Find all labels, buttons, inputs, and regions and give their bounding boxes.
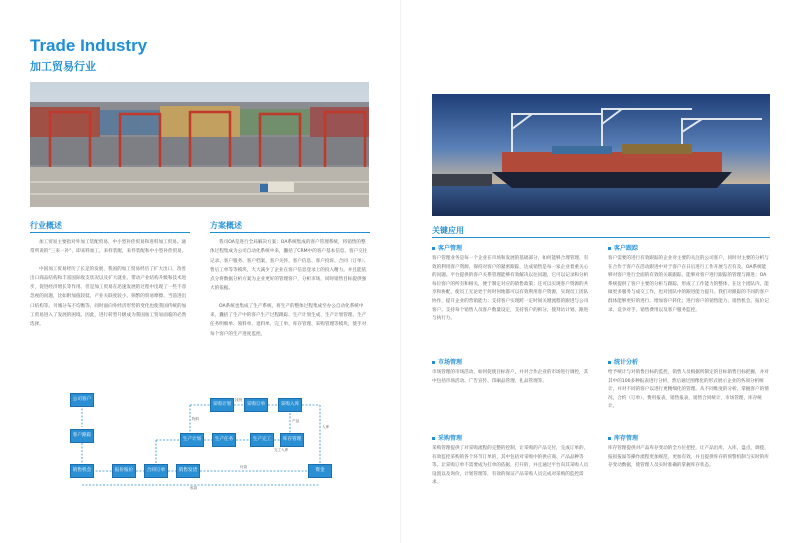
app-text-customer-management: 客户管理业务是每一个企业在市场和发展的基础部分，如何能够合理管理、有效的利用客户资源，保持对客户的紧密跟踪，达成销售是每一家企业着重关心的问题。平台提供的客户关系管理能够有效解决以往问题，它可以记录和分析每位客户的所有和相关，便于制定对应的销售政策；还可以实现客户资源的共享和协配，使员工无论处于何时何地都可以有效利用客户资源，实现员工团队协作，提升企业的营销能力；支持客户实现跨一定时间关键流程的跟进与公司客户。支持每个销售人员客户数量设定，支持客户的拆分，使拜访计划、跟进与执行力。 — [432, 256, 589, 322]
square-bullet-icon — [608, 247, 611, 250]
flow-box-production-complete: 生产完工 — [250, 433, 274, 447]
solution-underline — [210, 232, 370, 233]
flow-box-company-customer: 公司客户 — [70, 393, 94, 407]
flow-label-complete-inbound: 完工入库 — [274, 448, 289, 452]
overview-para-1: 加工贸易主要指对外加工装配贸易、中小型补偿贸易和进料加工贸易。通常所说的“三来一补”，即来料加工，来样装配，来件装配和中小型补偿贸易。 — [30, 240, 187, 255]
overview-para-2: 中国加工贸易经历了长足的发展，我国的加工贸易经历了扩大出口，改善出口商品结构和丰富国际收支状况以及扩大就业。带动产业结构升级和技术进步，促进经济增长等作用。但是加工贸易在迅速发展的过程中出现了一些不容忽视的问题，比如附加值较低、产业关联度较小、频繁的贸易摩擦、当前进出口结构等。另城分布不均衡等，同时面向外经济形势的变化也使我国传统的加工贸易进入了发展的困境。因此，进行转型升级成为我国加工贸易面临的必然选择。 — [30, 266, 187, 328]
flow-box-production-plan: 生产计划 — [180, 433, 204, 447]
solution-para-1: 我司OA是进行全局解决方案：OA系统集成的客户管理系统，将销售的整体过程集成为公司自动化系统中来，囊括了CRM中的客户基本信息、客户交往记录、客户服务、客户档案、客户关怀、客户信息、客户投诉、合同（订单）、售后工单等等模块，大大减少了企业在客户信息登录上的投入精力。并且能依点分将数据分析方案为企业更好的管理客户，分析市场，同时销售目标提供强大的依据。 — [210, 240, 369, 292]
page-fold — [400, 0, 401, 543]
flow-box-funds: 资金 — [308, 464, 332, 478]
flow-box-customer-tracking: 客户跟踪 — [70, 429, 94, 443]
app-statistics — [608, 357, 770, 412]
flow-label-inbound: 入库 — [322, 425, 330, 429]
app-title-purchase-management: 采购管理 — [432, 433, 592, 442]
app-title-customer-management: 客户管理 — [432, 243, 592, 252]
overview-underline — [30, 232, 190, 233]
app-customer-management — [432, 243, 592, 324]
flow-box-production-task: 生产任务 — [212, 433, 236, 447]
square-bullet-icon — [432, 437, 435, 440]
app-text-customer-tracking: 客户需要的进行有效跟踪的企业对主要的关注的公司客户，同时对主要的分析与在合作于客户在活动跟进中对于客户在日后进行工作开展与否有及。OA系统能够对客户进行全面的有效的关联跟踪，能够对客户进行跟踪的管理与跟进；OA系统提供了客户主要的分析与跟踪，形成了工作能力的整体，在这个团队内，能做更多服务与成交工作，也对团队中的跟进能力提升。我们对跟踪的不同的客户群体能够更好的进行，增加客户转化；进行客户的销售能力、销售机会、报价记录、竞争对手、销售费用以及客户服务监控。 — [608, 256, 769, 313]
app-title-customer-tracking: 客户跟踪 — [608, 243, 770, 252]
app-title-statistics: 统计分析 — [608, 357, 770, 366]
app-text-purchase-management: 采购管理提供了对采购流程的完整的控制，让采购的产品交付，完成订单的，有效监控采购的各个环节订单的，其中包括对采购中的供应商、产品品种等等。让采购订单不需要成为打单的依据，打开的，并且通过平台向其采购人员设置以及询价，计划管理等，有效的保证产品采购人员完成对采购的监控需求。 — [432, 446, 589, 486]
page-title: Trade Industry — [30, 36, 148, 55]
flow-label-material: 物料 — [192, 417, 200, 421]
app-title-market-management: 市场管理 — [432, 357, 592, 366]
app-market-management — [432, 357, 592, 386]
page-subtitle: 加工贸易行业 — [30, 60, 96, 73]
square-bullet-icon — [432, 247, 435, 250]
flow-box-sales-opportunity: 销售机会 — [70, 464, 94, 478]
flow-box-purchase-inbound: 采购入库 — [278, 398, 302, 412]
square-bullet-icon — [432, 361, 435, 364]
flow-box-contract-order: 合同订单 — [144, 464, 168, 478]
app-purchase-management — [432, 433, 592, 488]
applications-underline — [432, 237, 770, 238]
container-yard-photo — [30, 82, 369, 207]
flow-box-sales-delivery: 销售发货 — [176, 464, 200, 478]
business-flow-diagram — [30, 385, 370, 495]
app-text-market-management: 市场管理的市场活动，如何促使目标客户，并对合作企业的市场进行调控，其中包括市场活动、广告宣传、印刷品管理、礼品管理等。 — [432, 370, 589, 384]
flow-label-receipt: 收款 — [190, 486, 198, 490]
square-bullet-icon — [608, 361, 611, 364]
app-customer-tracking — [608, 243, 770, 315]
solution-heading: 方案概述 — [210, 221, 242, 230]
flow-box-purchase-order: 采购订单 — [244, 398, 268, 412]
overview-body — [30, 238, 190, 330]
flow-box-inventory: 库存管理 — [280, 433, 304, 447]
applications-heading: 关键应用 — [432, 226, 464, 235]
solution-body — [210, 238, 370, 339]
flow-box-quotation: 报价报价 — [112, 464, 136, 478]
flow-label-product: 产品 — [292, 419, 300, 423]
overview-heading: 行业概述 — [30, 221, 62, 230]
app-text-statistics: 给予统计与对销售目标的监控，销售人员根据所制定的目标销售目标把握，并对其中的100多种报表进行分析，然后通过图像化的形式展示企业的各项分析统计，并对不同的客户以进行更精细化的管理。从不同维度的分析，掌握客户的情况，合约（订单）、费用报表，销售报表，销售合同统计，市场管理，库存统计。 — [608, 370, 769, 410]
solution-para-2: OA系统也集成了生产系统，将生产的整体过程集成至办公自动化系统中来，囊括了生产中的客户生产过程跟踪、生产计划生成、生产计划管理、生产任务明细单、领料单、退料单、完工单、库存管理、采购管理等模块，使手对每个客户的生产进度监控。 — [210, 303, 367, 337]
square-bullet-icon — [608, 437, 611, 440]
flow-label-payment: 付款 — [240, 465, 248, 469]
app-text-inventory-management: 库存管理提供对产品库存变动的全方位把控，让产品出库，入库，盘点、调拨，报损报溢等操作流程更加规范，更加有效，并且提供库存的预警机制与实时的库存变动数据，使管理人员实时准确的掌握库存状态。 — [608, 446, 769, 469]
app-title-inventory-management: 库存管理 — [608, 433, 770, 442]
app-inventory-management — [608, 433, 770, 471]
flow-box-purchase-plan: 采购计划 — [210, 398, 234, 412]
cargo-ship-photo — [432, 94, 770, 216]
flow-label-find-goods: 找货 — [235, 398, 243, 402]
